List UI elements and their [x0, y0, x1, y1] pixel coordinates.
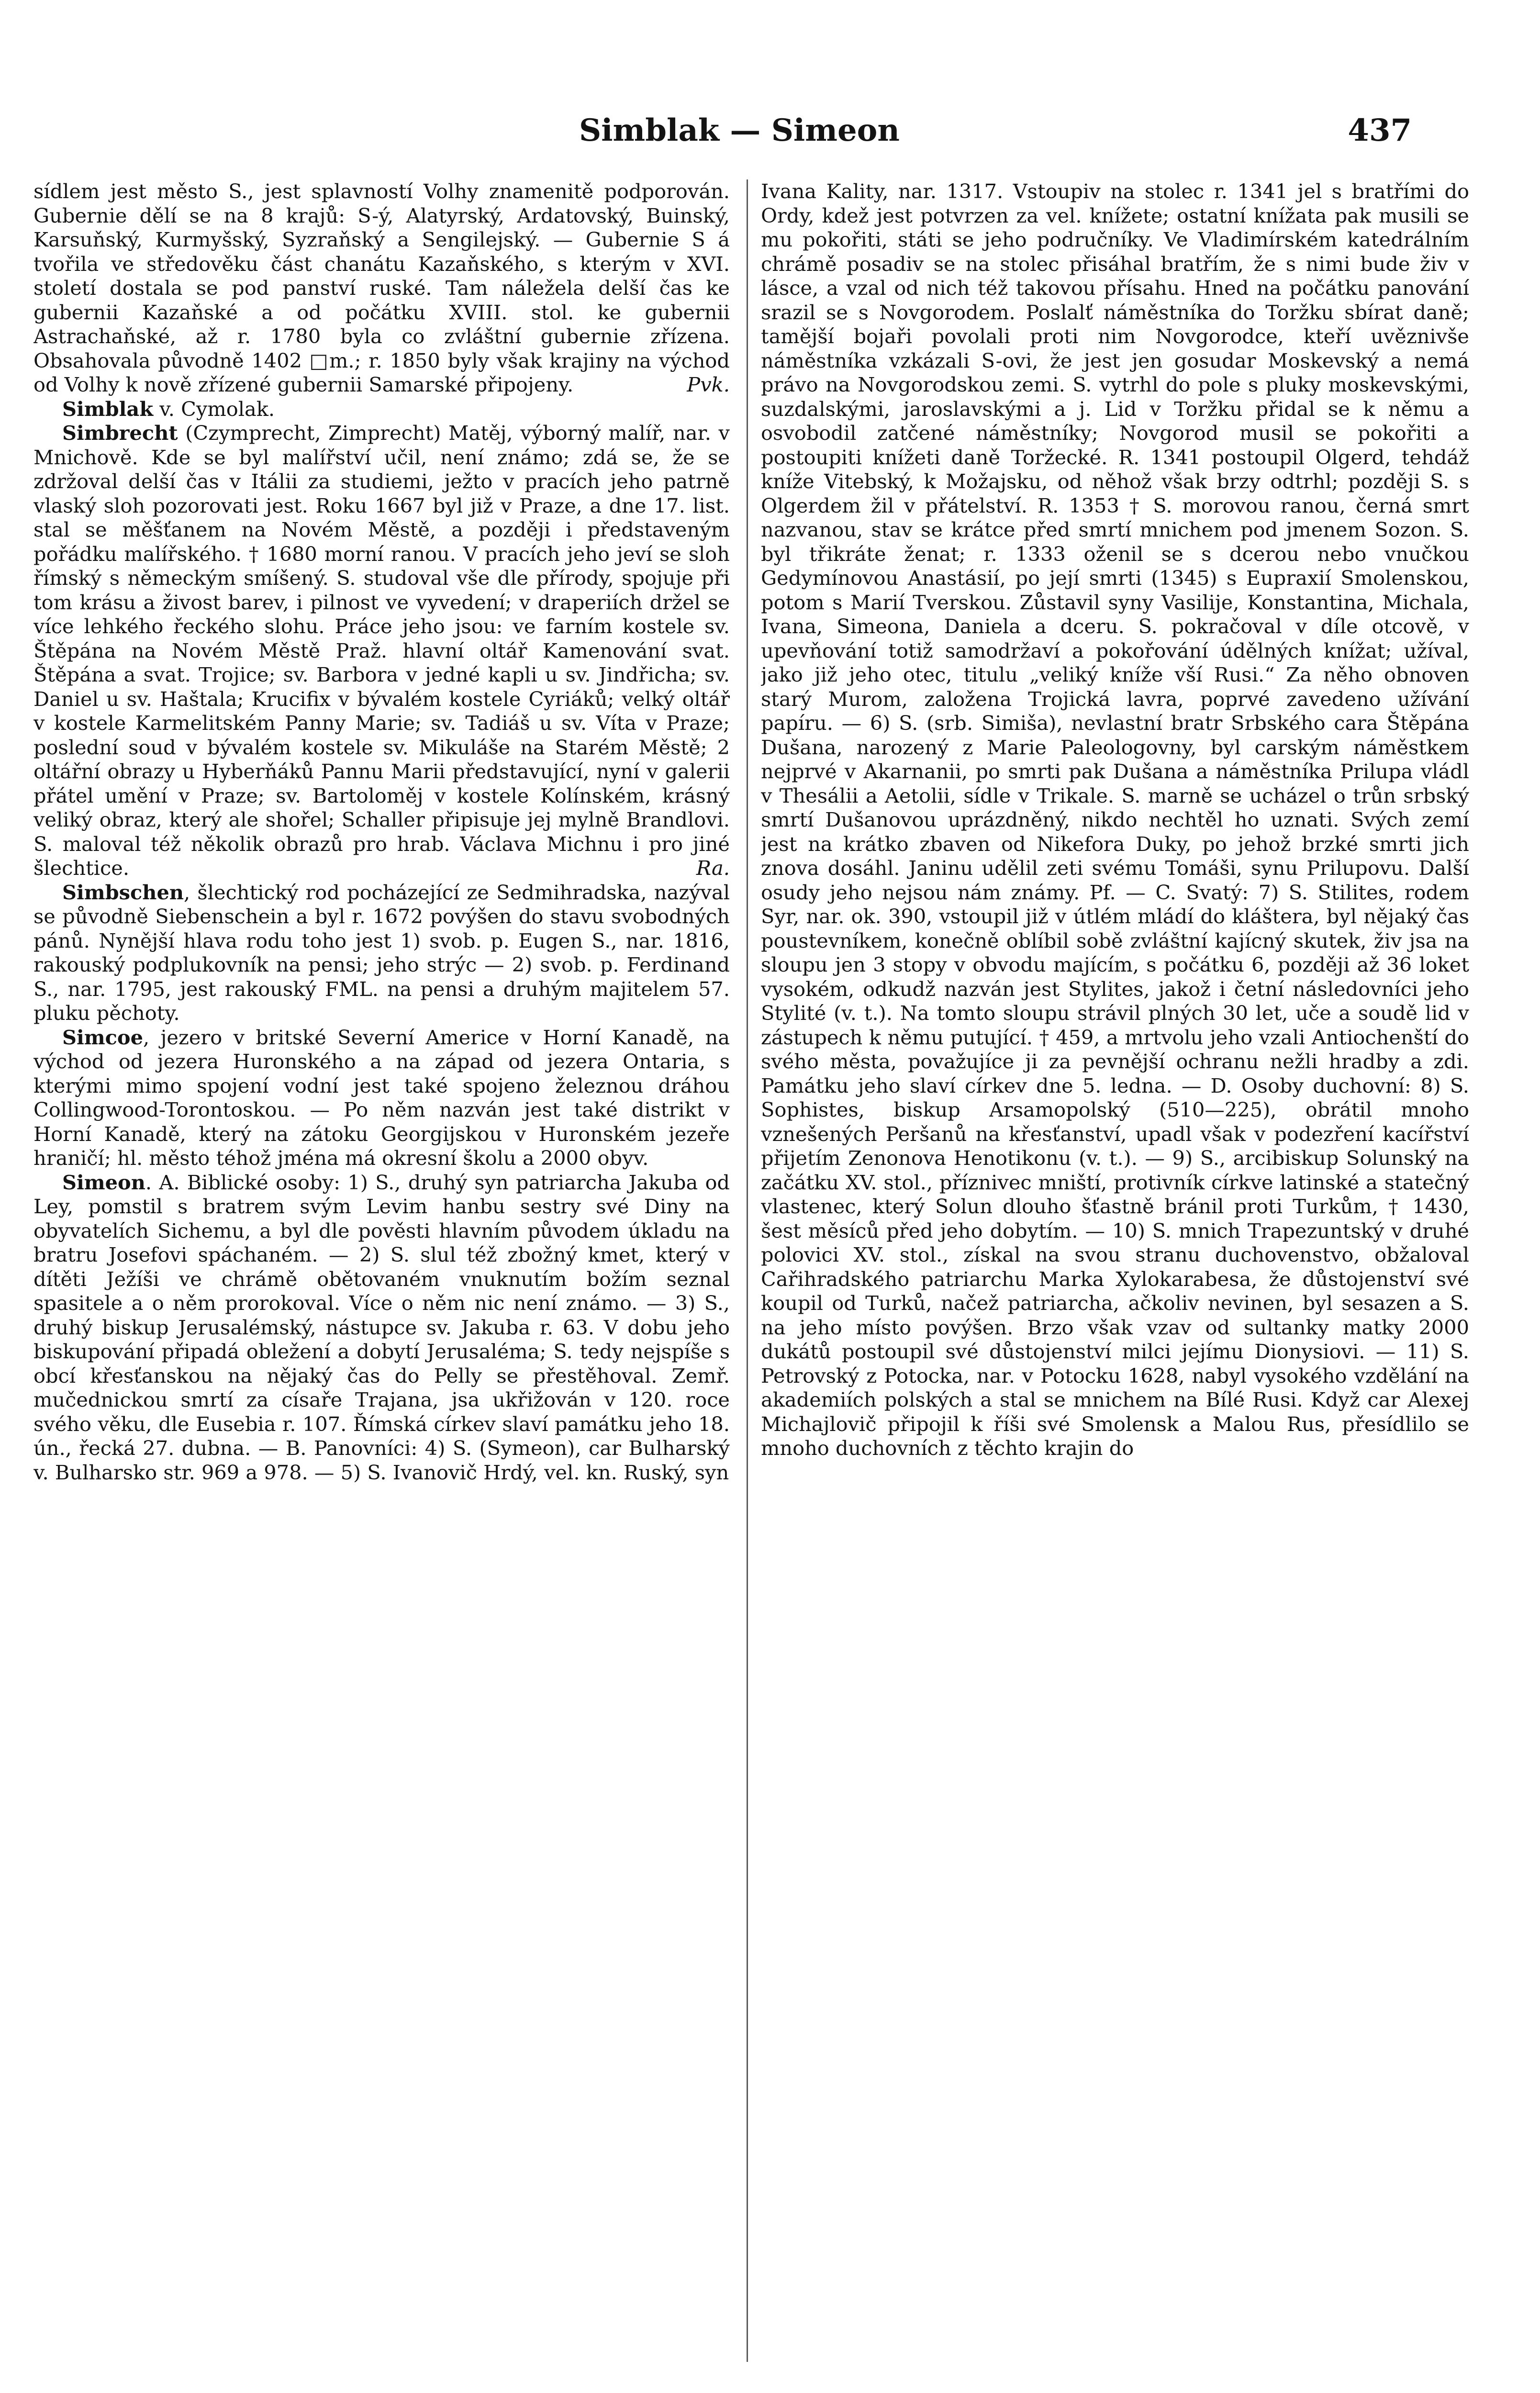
entry-headword: Simbrecht: [62, 421, 178, 445]
dictionary-entry: [33, 1026, 730, 1171]
entry-headword: Simblak: [62, 397, 154, 421]
entry-text: (Czymprecht, Zimprecht) Matěj, výborný malíř, nar. v Mnichově. Kde se byl malířství učil, není známo; zdá se, že se zdržoval delší čas v Itálii za studiemi, ježto v pracích jeho patrně vlaský sloh pozorovati jest. Roku 1667 byl již v Praze, a dne 17. list. stal se měšťanem na Novém Městě, a později i představeným pořádku malířského. † 1680 morní ranou. V pracích jeho jeví se sloh římský s německým smíšený. S. studoval vše dle přírody, spojuje při tom krásu a živost barev, i pilnost ve vyvedení; v draperiích držel se více lehkého řeckého slohu. Práce jeho jsou: ve farním kostele sv. Štěpána na Novém Městě Praž. hlavní oltář Kamenování svat. Štěpána a svat. Trojice; sv. Barbora v jedné kapli u sv. Jindřicha; sv. Daniel u sv. Haštala; Krucifix v bývalém kostele Cyriáků; velký oltář v kostele Karmelitském Panny Marie; sv. Tadiáš u sv. Víta v Praze; poslední soud v bývalém kostele sv. Mikuláše na Starém Městě; 2 oltářní obrazy u Hyberňáků Pannu Marii představující, nyní v galerii přátel umění v Praze; sv. Bartoloměj v kostele Kolínském, krásný veliký obraz, který ale shořel; Schaller připisuje jej mylně Brandlovi. S. maloval též několik obrazů pro hrab. Václava Michnu i pro jiné šlechtice.: [33, 421, 730, 880]
entry-headword: Simcoe: [62, 1025, 143, 1049]
entry-text: sídlem jest město S., jest splavností Volhy znamenitě podporován. Gubernie dělí se na 8 krajů: S-ý, Alatyrský, Ardatovský, Buinský, Karsuňský, Kurmyšský, Syzraňský a Sengilejský. — Gubernie S á tvořila ve středověku část chanátu Kazaňského, s kterým v XVI. století dostala se pod panství ruské. Tam náležela delší čas ke gubernii Kazaňské a od počátku XVIII. stol. ke gubernii Astrachaňské, až r. 1780 byla co zvláštní gubernie zřízena. Obsahovala původně 1402 □m.; r. 1850 byly však krajiny na východ od Volhy k nově zřízené gubernii Samarské připojeny.: [33, 179, 730, 396]
running-title: Simblak — Simeon: [579, 112, 900, 148]
dictionary-entry: [33, 421, 730, 881]
dictionary-entry: [33, 1171, 730, 1485]
entry-text: , jezero v britské Severní Americe v Horní Kanadě, na východ od jezera Huronského a na západ od jezera Ontaria, s kterými mimo spojení vodní jest také spojeno železnou dráhou Collingwood-Torontoskou. — Po něm nazván jest také distrikt v Horní Kanadě, který na zátoku Georgijskou v Huronském jezeře hraničí; hl. město téhož jména má okresní školu a 2000 obyv.: [33, 1025, 730, 1170]
page-number: 437: [1348, 112, 1412, 148]
entry-continuation: [33, 179, 730, 397]
dictionary-entry: [33, 397, 730, 422]
entry-text: , šlechtický rod pocházející ze Sedmihradska, nazýval se původně Siebenschein a byl r. 1672 povýšen do stavu svobodných pánů. Nynější hlava rodu toho jest 1) svob. p. Eugen S., nar. 1816, rakouský podplukovník na pensi; jeho strýc — 2) svob. p. Ferdinand S., nar. 1795, jest rakouský FML. na pensi a druhým majitelem 57. pluku pěchoty.: [33, 880, 730, 1025]
author-signature: Pvk.: [687, 373, 730, 396]
entry-headword: Simbschen: [62, 880, 184, 904]
entry-continuation: [761, 179, 1469, 1461]
column-divider: [747, 179, 748, 2362]
left-column: [33, 179, 730, 2391]
right-column: [761, 179, 1469, 2391]
dictionary-entry: [33, 881, 730, 1026]
entry-headword: Simeon: [62, 1170, 145, 1194]
page-header: [579, 112, 1440, 156]
author-signature: Ra.: [696, 856, 730, 880]
entry-text: Ivana Kality, nar. 1317. Vstoupiv na stolec r. 1341 jel s bratřími do Ordy, kdež jest potvrzen za vel. knížete; ostatní knížata pak musili se mu pokořiti, státi se jeho područníky. Ve Vladimírském katedrálním chrámě posadiv se na stolec přisáhal bratřím, že s nimi bude živ v lásce, a vzal od nich též takovou přísahu. Hned na počátku panování srazil se s Novgorodem. Poslalť náměstníka do Toržku sbírat daně; tamější bojaři povolali proti nim Novgorodce, kteří uvěznivše náměstníka vzkázali S-ovi, že jest jen gosudar Moskevský a nemá právo na Novgorodskou zemi. S. vytrhl do pole s pluky moskevskými, suzdalskými, jaroslavskými a j. Lid v Toržku přidal se k němu a osvobodil zatčené náměstníky; Novgorod musil se pokořiti a postoupiti knížeti daně Toržecké. R. 1341 postoupil Olgerd, tehdáž kníže Vitebský, k Možajsku, od něhož však brzy odtrhl; později S. s Olgerdem žil v přátelství. R. 1353 † S. morovou ranou, černá smrt nazvanou, stav se krátce před smrtí mnichem pod jmenem Sozon. S. byl třikráte ženat; r. 1333 oženil se s dcerou nebo vnučkou Gedymínovou Anastásií, po její smrti (1345) s Eupraxií Smolenskou, potom s Marií Tverskou. Zůstavil syny Vasilije, Konstantina, Michala, Ivana, Simeona, Daniela a dceru. S. pokračoval v díle otcově, v upevňování totiž samodržaví a pokořování údělných knížat; užíval, jako již jeho otec, titulu „veliký kníže vší Rusi.“ Za něho obnoven starý Murom, založena Trojická lavra, poprvé zavedeno užívání papíru. — 6) S. (srb. Simiša), nevlastní bratr Srbského cara Štěpána Dušana, narozený z Marie Paleologovny, byl carským náměstkem nejprvé v Akarnanii, po smrti pak Dušana a náměstníka Prilupa vládl v Thesálii a Aetolii, sídle v Trikale. S. marně se ucházel o trůn srbský smrtí Dušanovou uprázdněný, nikdo nechtěl ho uznati. Svých zemí jest na krátko zbaven od Nikefora Duky, po jehož brzké smrti jich znova dosáhl. Janinu udělil zeti svému Tomáši, synu Prilupovu. Další osudy jeho nejsou nám známy. Pf. — C. Svatý: 7) S. Stilites, rodem Syr, nar. ok. 390, vstoupil již v útlém mládí do kláštera, byl nějaký čas poustevníkem, konečně oblíbil sobě zvláštní kajícný skutek, živ jsa na sloupu jen 3 stopy v obvodu majícím, s počátku 6, později až 36 loket vysokém, odkudž nazván jest Stylites, jakož i četní následovníci jeho Stylité (v. t.). Na tomto sloupu strávil plných 30 let, uče a soudě lid v zástupech k němu putující. † 459, a mrtvolu jeho vzali Antiochenští do svého města, považujíce ji za pevnější ochranu nežli hradby a zdi. Památku jeho slaví církev dne 5. ledna. — D. Osoby duchovní: 8) S. Sophistes, biskup Arsamopolský (510—225), obrátil mnoho vznešených Peršanů na křesťanství, upadl však v podezření kacířství přijetím Zenonova Henotikonu (v. t.). — 9) S., arcibiskup Solunský na začátku XV. stol., příznivec mniští, protivník církve latinské a statečný vlastenec, který Solun dlouho šťastně bránil proti Turkům, † 1430, šest měsíců před jeho dobytím. — 10) S. mnich Trapezuntský v druhé polovici XV. stol., získal na svou stranu duchovenstvo, obžaloval Cařihradského patriarchu Marka Xylokarabesa, že důstojenství své koupil od Turků, načež patriarcha, ačkoliv nevinen, byl sesazen a S. na jeho místo povýšen. Brzo však vzav od sultanky matky 2000 dukátů postoupil své důstojenství milci jejímu Dionysiovi. — 11) S. Petrovský z Potocka, nar. v Potocku 1628, nabyl vysokého vzdělání na akademiích polských a stal se mnichem na Bílé Rusi. Když car Alexej Michajlovič připojil k říši své Smolensk a Malou Rus, přesídlilo se mnoho duchovních z těchto krajin do: [761, 179, 1469, 1460]
entry-text: . A. Biblické osoby: 1) S., druhý syn patriarcha Jakuba od Ley, pomstil s bratrem svým Levim hanbu sestry své Diny na obyvatelích Sichemu, a byl dle pověsti hlavním původem úkladu na bratru Josefovi spáchaném. — 2) S. slul též zbožný kmet, který v dítěti Ježíši ve chrámě obětovaném vnuknutím božím seznal spasitele a o něm prorokoval. Více o něm nic není známo. — 3) S., druhý biskup Jerusalémský, nástupce sv. Jakuba r. 63. V dobu jeho biskupování připadá obležení a dobytí Jerusaléma; S. tedy nejspíše s obcí křesťanskou na nějaký čas do Pelly se přestěhoval. Zemř. mučednickou smrtí za císaře Trajana, jsa ukřižován v 120. roce svého věku, dle Eusebia r. 107. Římská církev slaví památku jeho 18. ún., řecká 27. dubna. — B. Panovníci: 4) S. (Symeon), car Bulharský v. Bulharsko str. 969 a 978. — 5) S. Ivanovič Hrdý, vel. kn. Ruský, syn: [33, 1170, 730, 1484]
entry-text: v. Cymolak.: [153, 397, 275, 421]
